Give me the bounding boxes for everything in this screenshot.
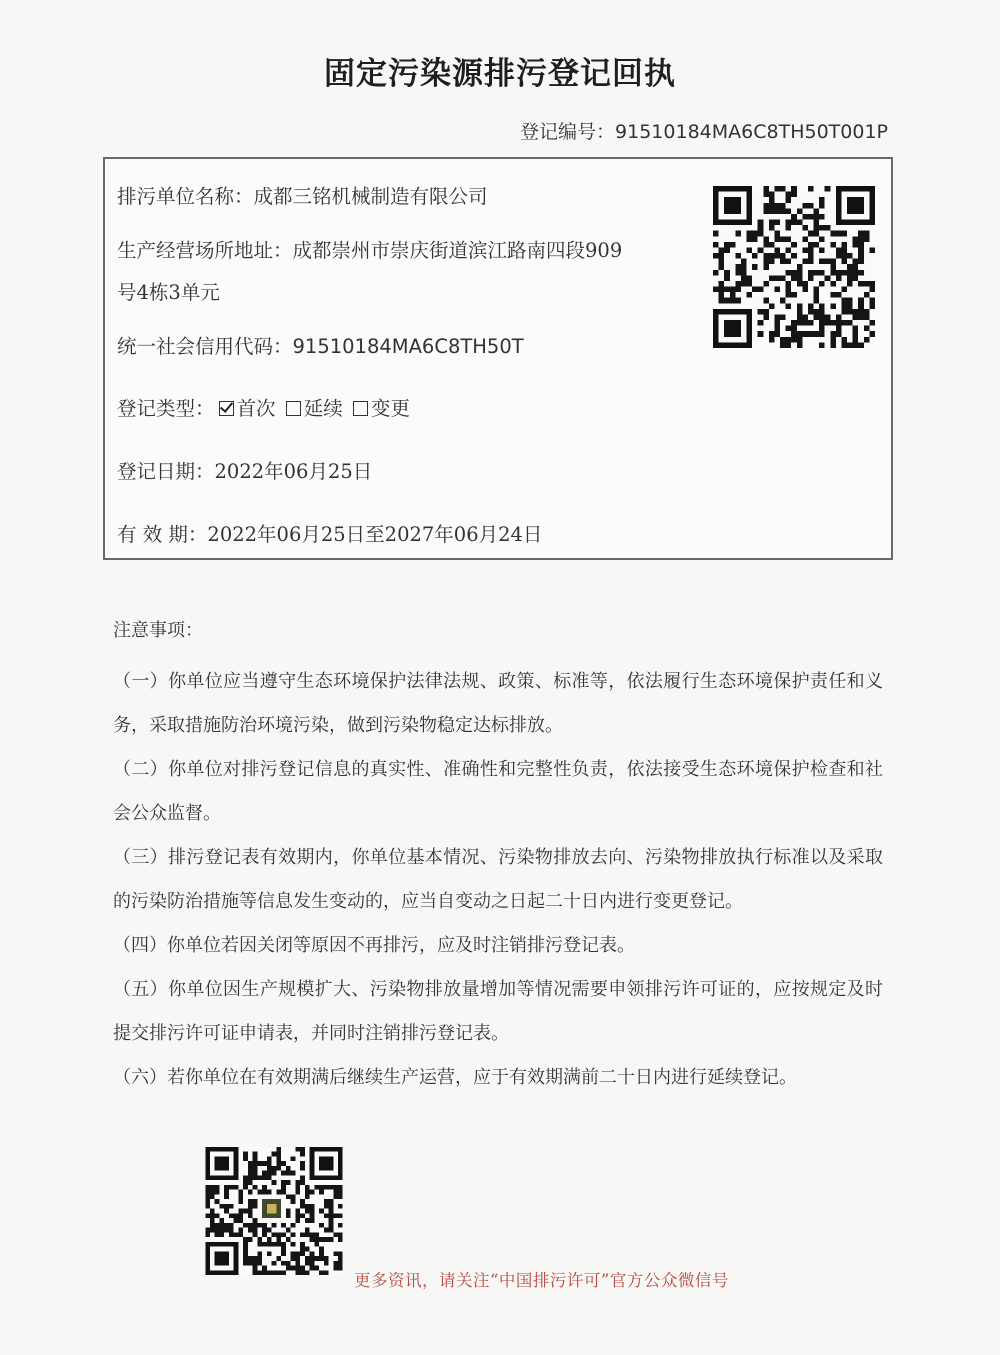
qr-code-registration [713, 186, 875, 348]
registration-number-label: 登记编号： [520, 121, 616, 143]
address-value-line1: 成都崇州市崇庆街道滨江路南四段909 [292, 239, 623, 262]
notes-section [113, 616, 883, 1100]
note-item-4: （四）你单位若因关闭等原因不再排污，应及时注销排污登记表。 [113, 935, 635, 956]
type-change-checkbox [353, 401, 368, 416]
footer-wechat-note: 更多资讯，请关注“中国排污许可”官方公众微信号 [354, 1271, 729, 1290]
note-item-3: （三）排污登记表有效期内，你单位基本情况、污染物排放去向、污染物排放执行标准以及采取的污染防治措施等信息发生变动的，应当自变动之日起二十日内进行变更登记。 [113, 847, 883, 912]
registration-date-value: 2022年06月25日 [214, 460, 373, 483]
address-row-continued [117, 277, 220, 305]
note-item-1: （一）你单位应当遵守生态环境保护法律法规、政策、标准等，依法履行生态环境保护责任和义务，采取措施防治环境污染，做到污染物稳定达标排放。 [113, 671, 883, 736]
address-label: 生产经营场所地址： [117, 239, 293, 262]
unit-name-value: 成都三铭机械制造有限公司 [253, 185, 488, 208]
type-first-checkbox-checked [219, 401, 234, 416]
document-title: 固定污染源排污登记回执 [324, 56, 676, 92]
validity-value: 2022年06月25日至2027年06月24日 [207, 523, 543, 546]
validity-row [117, 519, 542, 547]
note-item-6: （六）若你单位在有效期满后继续生产运营，应于有效期满前二十日内进行延续登记。 [113, 1067, 797, 1088]
validity-label: 有 效 期： [117, 523, 208, 546]
address-value-line2: 号4栋3单元 [117, 281, 220, 304]
note-item-5: （五）你单位因生产规模扩大、污染物排放量增加等情况需要申领排污许可证的，应按规定及时提交排污许可证申请表，并同时注销排污登记表。 [113, 979, 883, 1044]
credit-code-label: 统一社会信用代码： [117, 335, 293, 358]
unit-name-label: 排污单位名称： [117, 185, 254, 208]
type-renewal-label: 延续 [303, 397, 343, 420]
type-change-label: 变更 [370, 397, 410, 420]
credit-code-value: 91510184MA6C8TH50T [292, 335, 524, 358]
credit-code-row [117, 331, 524, 359]
registration-type-label: 登记类型： [117, 397, 215, 420]
type-first-label: 首次 [236, 397, 276, 420]
qr-code-wechat-account [205, 1147, 343, 1275]
address-row [117, 235, 622, 263]
registration-date-label: 登记日期： [117, 460, 215, 483]
unit-name-row [117, 181, 488, 209]
notes-heading: 注意事项： [113, 620, 203, 641]
registration-date-row [117, 456, 372, 484]
type-renewal-checkbox [286, 401, 301, 416]
registration-type-row [117, 393, 410, 421]
registration-number-value: 91510184MA6C8TH50T001P [615, 121, 888, 143]
registration-number [520, 117, 888, 144]
note-item-2: （二）你单位对排污登记信息的真实性、准确性和完整性负责，依法接受生态环境保护检查和社会公众监督。 [113, 759, 883, 824]
